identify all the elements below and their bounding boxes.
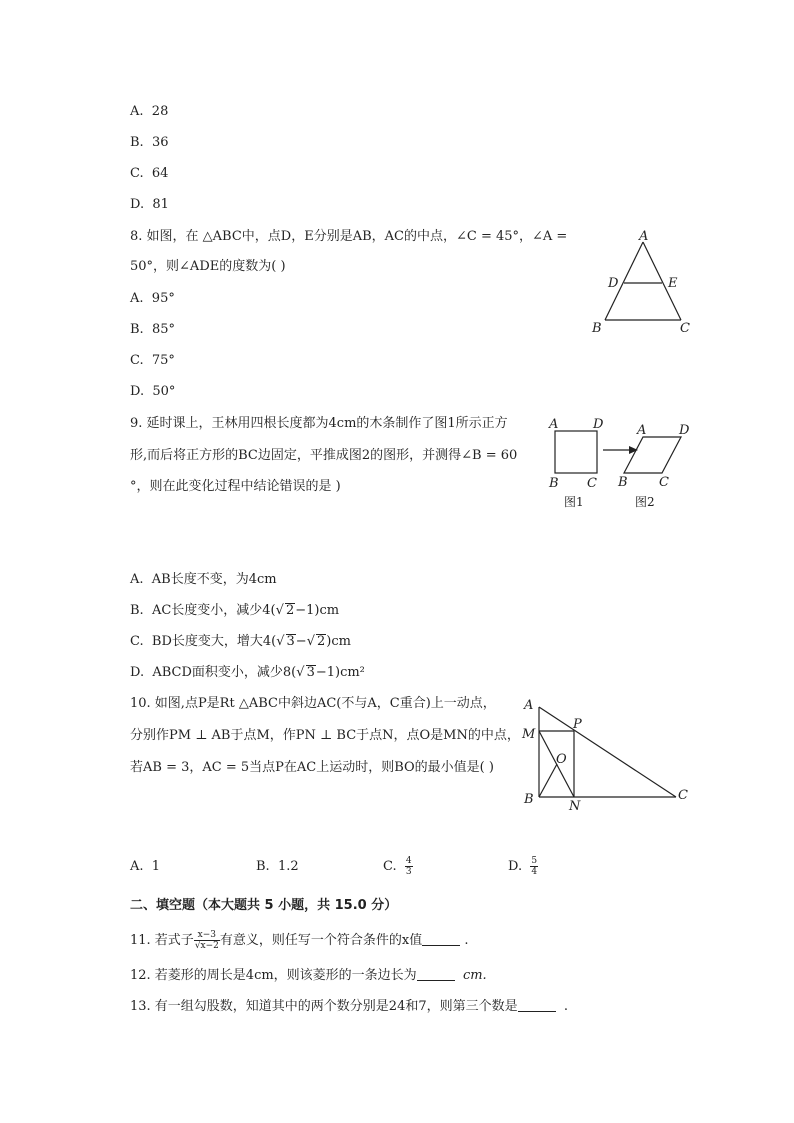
q9-fig2-label-d: D xyxy=(679,423,690,438)
q8-label-c: C xyxy=(680,321,690,336)
q8-stem-line2: 50°，则∠ADE的度数为( ) xyxy=(130,259,286,274)
q9-fig1-caption: 图1 xyxy=(564,495,584,509)
q7-option-b: B. 36 xyxy=(130,135,169,150)
q10-stem-line1: 10. 如图,点P是Rt △ABC中斜边AC(不与A，C重合)上一动点， xyxy=(130,696,496,711)
q10-option-c-fraction: $\frac{4}{3}$ xyxy=(405,856,412,877)
q10-label-n: N xyxy=(569,799,581,814)
q10-segment-bo xyxy=(539,764,557,797)
q7-option-d: D. 81 xyxy=(130,197,169,212)
q9-option-b: B. AC长度变小，减少4(√ 2−1)cm xyxy=(130,603,340,618)
q8-option-b: B. 85° xyxy=(130,322,175,337)
q7-option-c: C. 64 xyxy=(130,166,169,181)
q9-fig1-label-d: D xyxy=(593,417,604,432)
q9-option-c: C. BD长度变大，增大4(√ 3−√ 2)cm xyxy=(130,634,351,649)
q8-label-b: B xyxy=(592,321,602,336)
q7-option-a: A. 28 xyxy=(130,104,169,119)
q12-answer-blank[interactable] xyxy=(417,967,455,981)
q10-label-p: P xyxy=(573,717,582,732)
q10-stem-line2: 分别作PM ⊥ AB于点M，作PN ⊥ BC于点N，点O是MN的中点， xyxy=(130,728,520,743)
q9-stem-line2: 形,而后将正方形的BC边固定，平推成图2的图形，并测得∠B = 60 xyxy=(130,448,518,463)
q9-fig1-square xyxy=(555,431,597,473)
q9-option-a: A. AB长度不变，为4cm xyxy=(130,572,277,587)
q9-figures xyxy=(545,413,705,513)
q8-label-a: A xyxy=(639,229,649,244)
q9-fig1-label-b: B xyxy=(549,476,559,491)
q9-fig2-caption: 图2 xyxy=(635,495,655,509)
q10-option-b: B. 1.2 xyxy=(256,859,299,874)
q9-fig2-label-a: A xyxy=(637,423,647,438)
q8-option-c: C. 75° xyxy=(130,353,175,368)
q9-stem-line3: °，则在此变化过程中结论错误的是 ) xyxy=(130,479,341,494)
q10-label-m: M xyxy=(522,727,536,742)
q10-label-o: O xyxy=(556,752,567,767)
q10-stem-line3: 若AB = 3，AC = 5当点P在AC上运动时，则BO的最小值是( ) xyxy=(130,760,494,775)
q10-option-c: C. $\frac{4}{3}$ xyxy=(383,856,412,877)
q10-option-a: A. 1 xyxy=(130,859,161,874)
q10-option-d-fraction: $\frac{5}{4}$ xyxy=(531,856,538,877)
q8-label-e: E xyxy=(668,276,678,291)
q13-stem: 13. 有一组勾股数，知道其中的两个数分别是24和7，则第三个数是 . xyxy=(130,999,569,1014)
q11-stem: 11. 若式子 $\frac{x-3}{√x-2}$ 有意义，则任写一个符合条件的x值 . xyxy=(130,930,469,951)
q9-fig2-label-b: B xyxy=(618,475,628,490)
q10-triangle-figure xyxy=(518,695,698,815)
q9-fig1-label-a: A xyxy=(549,417,559,432)
q9-fig2-label-c: C xyxy=(659,475,669,490)
q11-answer-blank[interactable] xyxy=(422,932,460,946)
q8-stem-line1: 8. 如图，在 △ABC中，点D，E分别是AB，AC的中点，∠C = 45°，∠A = xyxy=(130,229,568,244)
q9-option-d: D. ABCD面积变小，减少8(√ 3−1)cm² xyxy=(130,665,365,680)
section-fill-in-title: 二、填空题（本大题共 5 小题，共 15.0 分） xyxy=(130,898,398,913)
q11-fraction: $\frac{x-3}{√x-2}$ xyxy=(194,930,219,951)
q12-stem: 12. 若菱形的周长是4cm，则该菱形的一条边长为 cm. xyxy=(130,968,487,983)
q9-fig2-parallelogram xyxy=(624,437,681,473)
q10-option-d: D. $\frac{5}{4}$ xyxy=(508,856,538,877)
q9-stem-line1: 9. 延时课上，王林用四根长度都为4cm的木条制作了图1所示正方 xyxy=(130,416,508,431)
q13-answer-blank[interactable] xyxy=(518,998,556,1012)
q9-fig1-label-c: C xyxy=(587,476,597,491)
q10-label-c: C xyxy=(678,788,688,803)
q8-option-d: D. 50° xyxy=(130,384,176,399)
q10-label-a: A xyxy=(524,698,534,713)
q8-option-a: A. 95° xyxy=(130,291,175,306)
q8-label-d: D xyxy=(608,276,619,291)
q10-label-b: B xyxy=(524,792,534,807)
q8-triangle-figure xyxy=(588,228,698,338)
